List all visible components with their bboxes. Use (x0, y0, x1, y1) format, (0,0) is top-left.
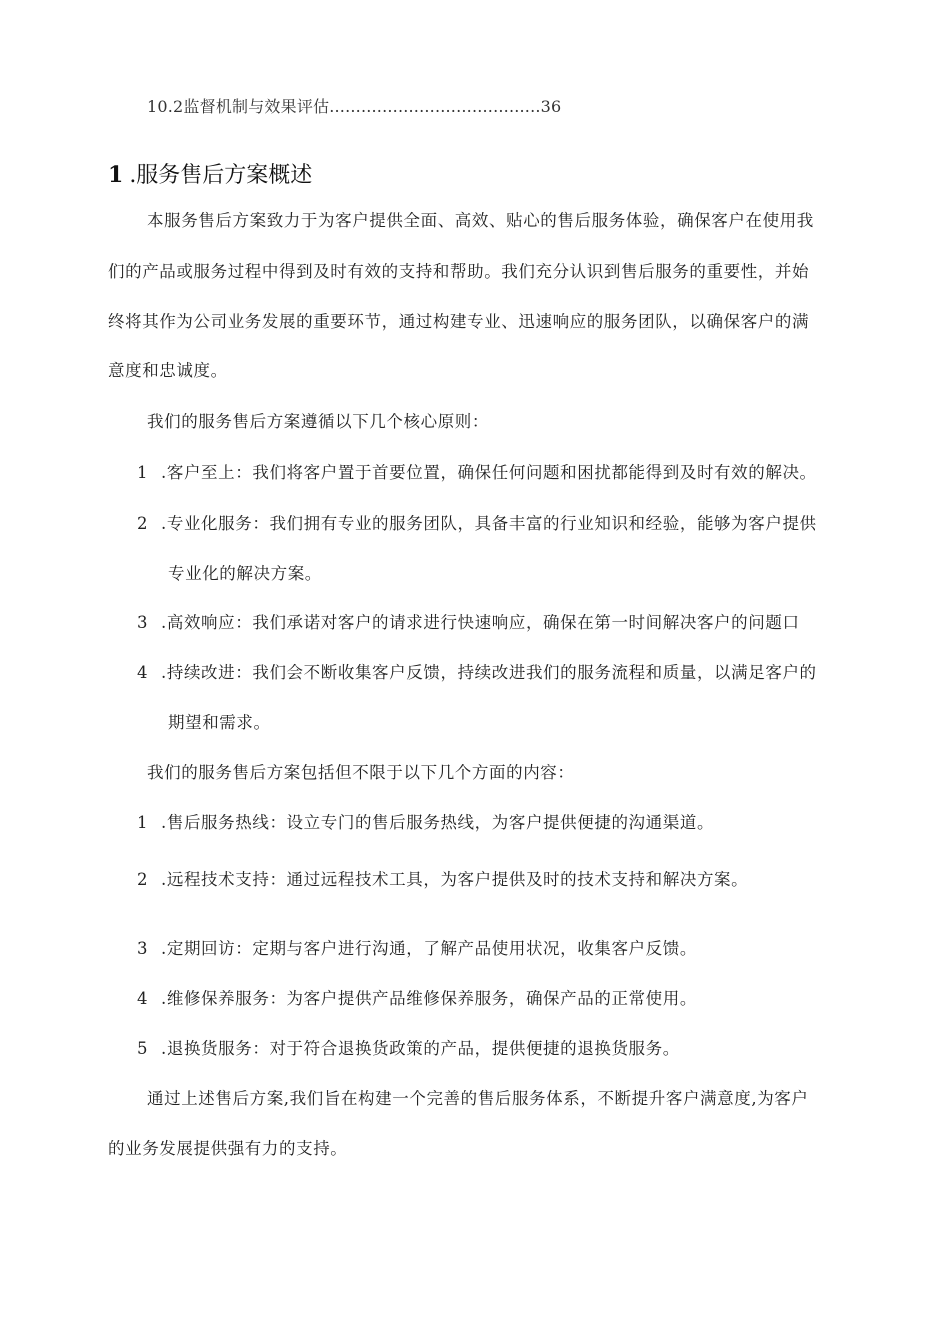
item-continuation: 专业化的解决方案。 (168, 564, 322, 583)
closing-line: 通过上述售后方案,我们旨在构建一个完善的售后服务体系，不断提升客户满意度,为客户 (147, 1089, 809, 1108)
item-continuation: 期望和需求。 (168, 713, 271, 732)
content-item (137, 985, 697, 1009)
item-text: .维修保养服务：为客户提供产品维修保养服务，确保产品的正常使用。 (161, 989, 697, 1008)
principle-item (137, 459, 817, 483)
closing-line: 的业务发展提供强有力的支持。 (108, 1139, 348, 1158)
item-number: 5 (137, 1039, 149, 1058)
item-number: 1 (137, 463, 149, 482)
item-text: .专业化服务：我们拥有专业的服务团队，具备丰富的行业知识和经验，能够为客户提供 (161, 514, 817, 533)
principle-item (137, 609, 800, 633)
item-number: 1 (137, 813, 149, 832)
item-number: 3 (137, 939, 149, 958)
item-text: .高效响应：我们承诺对客户的请求进行快速响应，确保在第一时间解决客户的问题口 (161, 613, 800, 632)
principles-intro: 我们的服务售后方案遵循以下几个核心原则： (147, 412, 489, 431)
content-item (137, 1035, 680, 1059)
principle-item (137, 659, 817, 683)
item-number: 2 (137, 514, 149, 533)
content-item (137, 866, 748, 890)
contents-intro: 我们的服务售后方案包括但不限于以下几个方面的内容： (147, 763, 575, 782)
item-text: .远程技术支持：通过远程技术工具，为客户提供及时的技术支持和解决方案。 (161, 870, 749, 889)
item-number: 4 (137, 989, 149, 1008)
intro-line: 终将其作为公司业务发展的重要环节，通过构建专业、迅速响应的服务团队，以确保客户的满 (108, 312, 810, 331)
item-number: 4 (137, 663, 149, 682)
item-text: .售后服务热线：设立专门的售后服务热线，为客户提供便捷的沟通渠道。 (161, 813, 715, 832)
section-title: .服务售后方案概述 (129, 163, 313, 188)
section-number: 1 (108, 162, 124, 188)
item-text: .退换货服务：对于符合退换货政策的产品，提供便捷的退换货服务。 (161, 1039, 680, 1058)
toc-entry: 10.2监督机制与效果评估........................................36 (147, 97, 562, 116)
content-item (137, 935, 697, 959)
principle-item (137, 510, 817, 534)
item-number: 2 (137, 870, 149, 889)
item-text: .定期回访：定期与客户进行沟通，了解产品使用状况，收集客户反馈。 (161, 939, 697, 958)
item-text: .客户至上：我们将客户置于首要位置，确保任何问题和困扰都能得到及时有效的解决。 (161, 463, 817, 482)
content-item (137, 809, 714, 833)
intro-line: 们的产品或服务过程中得到及时有效的支持和帮助。我们充分认识到售后服务的重要性，并始 (108, 262, 810, 281)
intro-line: 本服务售后方案致力于为客户提供全面、高效、贴心的售后服务体验，确保客户在使用我 (147, 211, 814, 230)
intro-line: 意度和忠诚度。 (108, 361, 228, 380)
item-text: .持续改进：我们会不断收集客户反馈，持续改进我们的服务流程和质量，以满足客户的 (161, 663, 817, 682)
item-number: 3 (137, 613, 149, 632)
section-heading (108, 158, 312, 189)
